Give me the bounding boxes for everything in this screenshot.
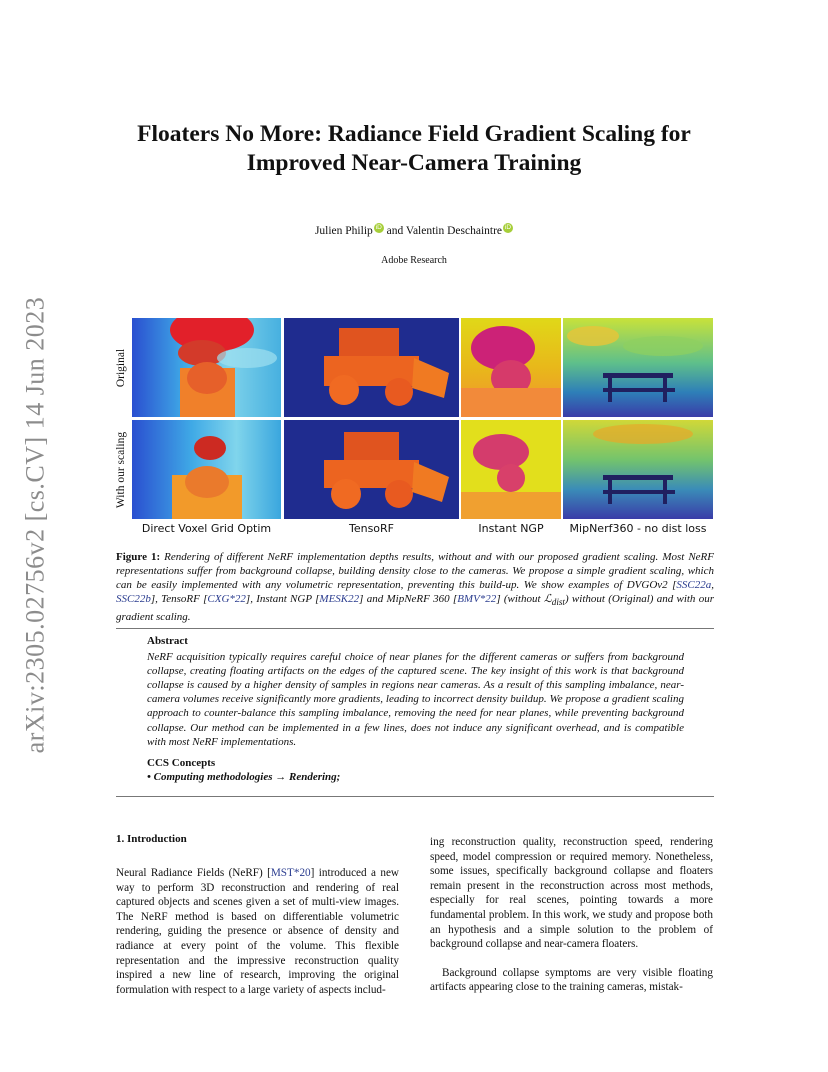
intro-paragraph-continued: ing reconstruction quality, reconstruction speed, rendering speed, model compression or required memory. Nonetheless, some issues, specifically background collapse and floaters remain present in the reconstruction across most methods, especially for real scenes, pointing towards a more fundamental problem. In this work, we study and propose both an hypothesis and a simple solution to the problem of background collapse and near-camera floaters.	[430, 836, 713, 951]
caption-text-5: ] (without ℒ	[496, 593, 552, 606]
depth-image-mipnerf360-original	[563, 318, 713, 417]
right-column	[430, 835, 713, 995]
depth-image-tensorf-scaled	[284, 420, 459, 519]
caption-text-3: ], Instant NGP [	[245, 593, 320, 606]
depth-image-mipnerf360-scaled	[563, 420, 713, 519]
orcid-icon[interactable]: iD	[375, 224, 382, 231]
column-label-mipnerf360: MipNerf360 - no dist loss	[569, 522, 707, 535]
row-label-with-scaling	[114, 420, 128, 520]
depth-image-dvgo-original	[132, 318, 281, 417]
citation-link[interactable]: MST*20	[270, 867, 311, 879]
citation-link[interactable]: CXG*22	[207, 593, 246, 606]
depth-image-instantngp-original	[461, 318, 561, 417]
citation-link[interactable]: SSC22b	[116, 593, 151, 606]
author-separator: and	[383, 224, 406, 237]
column-label-instantngp: Instant NGP	[478, 522, 544, 535]
intro-text-b: ] introduced a new way to perform 3D reconstruction and rendering of real captured objects and scenes given a set of multi-view images. The NeRF method is based on differentiable volumetric rendering, guiding the presence or absence of density and radiance at every point of the volume. This flexible representation and the impressive reconstruction quality inspired a new line of research, improving the original formulation with respect to a large variety of aspects includ-	[116, 867, 399, 996]
arxiv-identifier	[8, 290, 63, 760]
affiliation: Adobe Research	[381, 255, 447, 266]
divider-bottom	[116, 796, 714, 797]
caption-text-6: ) without (Original) and with our gradient scaling.	[116, 593, 714, 623]
citation-link[interactable]: SSC22a	[676, 579, 712, 592]
abstract-text: NeRF acquisition typically requires careful choice of near planes for the different cameras or suffers from background collapse, creating floating artifacts on the edges of the captured scene. The key insight of this work is that background collapse is caused by a higher density of samples in regions near cameras. As a result of this sampling imbalance, near-camera volumes receive significantly more gradients, leading to incorrect density buildup. We propose a gradient scaling approach to counter-balance this sampling imbalance, removing the need for near planes, while preventing background collapse. Our method can be implemented in a few lines, does not induce any significant overhead, and is compatible with most NeRF implementations.	[147, 651, 684, 748]
figure-caption	[116, 550, 714, 624]
intro-text-a: Neural Radiance Fields (NeRF) [	[116, 867, 271, 879]
row-label-original-text: Original	[115, 348, 128, 388]
caption-text-4: ] and MipNeRF 360 [	[359, 593, 458, 606]
title-line-1: Floaters No More: Radiance Field Gradient Scaling for	[137, 121, 691, 147]
author-2: Valentin Deschaintre	[405, 224, 503, 237]
figure-label: Figure 1:	[116, 551, 161, 563]
arxiv-identifier-text: arXiv:2305.02756v2 [cs.CV] 14 Jun 2023	[20, 296, 50, 754]
citation-link[interactable]: BMV*22	[457, 593, 497, 606]
depth-image-dvgo-scaled	[132, 420, 281, 519]
row-label-original	[114, 318, 128, 418]
ccs-item: • Computing methodologies → Rendering;	[147, 771, 341, 783]
intro-paragraph-1	[116, 866, 399, 997]
citation-link[interactable]: MESK22	[319, 593, 360, 606]
title-line-2: Improved Near-Camera Training	[246, 150, 582, 176]
caption-text-2: ], TensoRF [	[150, 593, 208, 606]
column-label-tensorf: TensoRF	[348, 522, 395, 535]
ccs-heading: CCS Concepts	[147, 757, 216, 769]
abstract	[147, 634, 684, 749]
left-column	[116, 866, 399, 997]
depth-image-tensorf-original	[284, 318, 459, 417]
caption-sep-1: ,	[711, 579, 714, 592]
intro-paragraph-2: Background collapse symptoms are very visible floating artifacts appearing close to the training cameras, mistak-	[430, 966, 713, 994]
caption-subscript: dist	[551, 597, 565, 608]
caption-text-1: Rendering of different NeRF implementation depths results, without and with our proposed gradient scaling. Most NeRF representations suffer from background collapse, building density close to the cameras. We propose a simple gradient scaling, which can be easily implemented with any volumetric representation, preventing this build-up. We show examples of DVGOv2 [	[116, 551, 714, 592]
abstract-heading: Abstract	[147, 635, 188, 647]
section-heading: 1. Introduction	[116, 833, 187, 845]
row-label-with-scaling-text: With our scaling	[115, 431, 127, 509]
authors	[0, 223, 828, 237]
column-label-dvgo: Direct Voxel Grid Optim	[141, 522, 272, 535]
divider-top	[116, 628, 714, 629]
depth-image-instantngp-scaled	[461, 420, 561, 519]
author-1: Julien Philip	[314, 224, 373, 237]
orcid-icon[interactable]: iD	[504, 224, 512, 231]
paper-title	[120, 120, 708, 178]
